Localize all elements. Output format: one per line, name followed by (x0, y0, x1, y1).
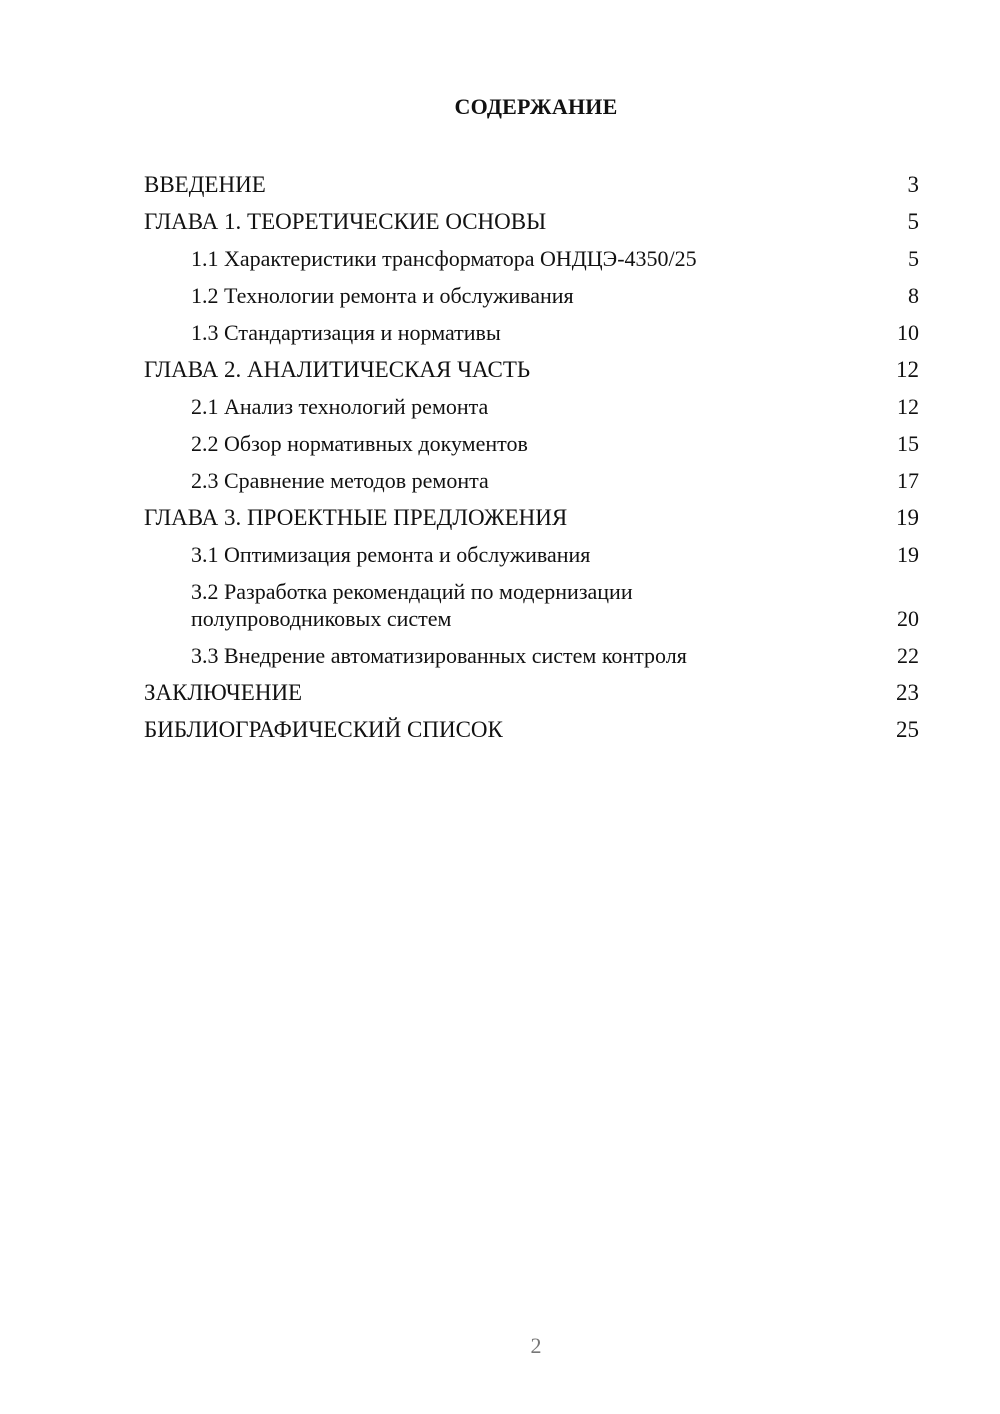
toc-entry-text: 1.3 Стандартизация и нормативы (191, 320, 501, 345)
table-of-contents (144, 166, 919, 748)
toc-entry-section-1-1 (144, 240, 919, 277)
page-number: 2 (530, 1333, 542, 1358)
toc-entry-text: БИБЛИОГРАФИЧЕСКИЙ СПИСОК (144, 717, 503, 742)
toc-entry-page: 19 (896, 505, 919, 530)
toc-entry-conclusion (144, 674, 919, 711)
toc-entry-page: 20 (897, 606, 919, 631)
toc-entry-text: 3.2 Разработка рекомендаций по модернизации полупроводниковых систем (191, 579, 633, 631)
toc-entry-text: ГЛАВА 1. ТЕОРЕТИЧЕСКИЕ ОСНОВЫ (144, 209, 547, 234)
toc-entry-page: 17 (897, 468, 919, 493)
toc-entry-text: 2.2 Обзор нормативных документов (191, 431, 528, 456)
toc-entry-section-3-2 (144, 573, 919, 637)
toc-entry-text: 1.1 Характеристики трансформатора ОНДЦЭ-4350/25 (191, 246, 697, 271)
toc-entry-page: 5 (908, 246, 919, 271)
toc-entry-section-2-1 (144, 388, 919, 425)
toc-entry-page: 12 (896, 357, 919, 382)
toc-entry-page: 5 (907, 209, 919, 234)
toc-entry-page: 8 (908, 283, 919, 308)
toc-entry-page: 22 (897, 643, 919, 668)
toc-entry-text: ГЛАВА 3. ПРОЕКТНЫЕ ПРЕДЛОЖЕНИЯ (144, 505, 568, 530)
toc-entry-section-3-3 (144, 637, 919, 674)
toc-entry-section-1-3 (144, 314, 919, 351)
toc-entry-page: 12 (897, 394, 919, 419)
toc-entry-text: 3.3 Внедрение автоматизированных систем контроля (191, 643, 687, 668)
toc-entry-text: ВВЕДЕНИЕ (144, 172, 266, 197)
toc-entry-page: 10 (897, 320, 919, 345)
toc-entry-section-3-1 (144, 536, 919, 573)
toc-entry-text: 2.3 Сравнение методов ремонта (191, 468, 489, 493)
toc-entry-section-1-2 (144, 277, 919, 314)
toc-entry-page: 3 (907, 172, 919, 197)
toc-entry-section-2-3 (144, 462, 919, 499)
toc-entry-section-2-2 (144, 425, 919, 462)
toc-entry-text: 2.1 Анализ технологий ремонта (191, 394, 489, 419)
toc-entry-page: 25 (896, 717, 919, 742)
toc-entry-text: 1.2 Технологии ремонта и обслуживания (191, 283, 574, 308)
toc-entry-text: 3.1 Оптимизация ремонта и обслуживания (191, 542, 591, 567)
toc-entry-page: 23 (896, 680, 919, 705)
toc-entry-chapter-2 (144, 351, 919, 388)
toc-entry-bibliography (144, 711, 919, 748)
toc-entry-text: ЗАКЛЮЧЕНИЕ (144, 680, 303, 705)
toc-entry-text: ГЛАВА 2. АНАЛИТИЧЕСКАЯ ЧАСТЬ (144, 357, 531, 382)
toc-entry-page: 19 (897, 542, 919, 567)
toc-entry-chapter-3 (144, 499, 919, 536)
toc-entry-chapter-1 (144, 203, 919, 240)
toc-entry-introduction (144, 166, 919, 203)
toc-entry-page: 15 (897, 431, 919, 456)
page-title: СОДЕРЖАНИЕ (454, 94, 618, 119)
